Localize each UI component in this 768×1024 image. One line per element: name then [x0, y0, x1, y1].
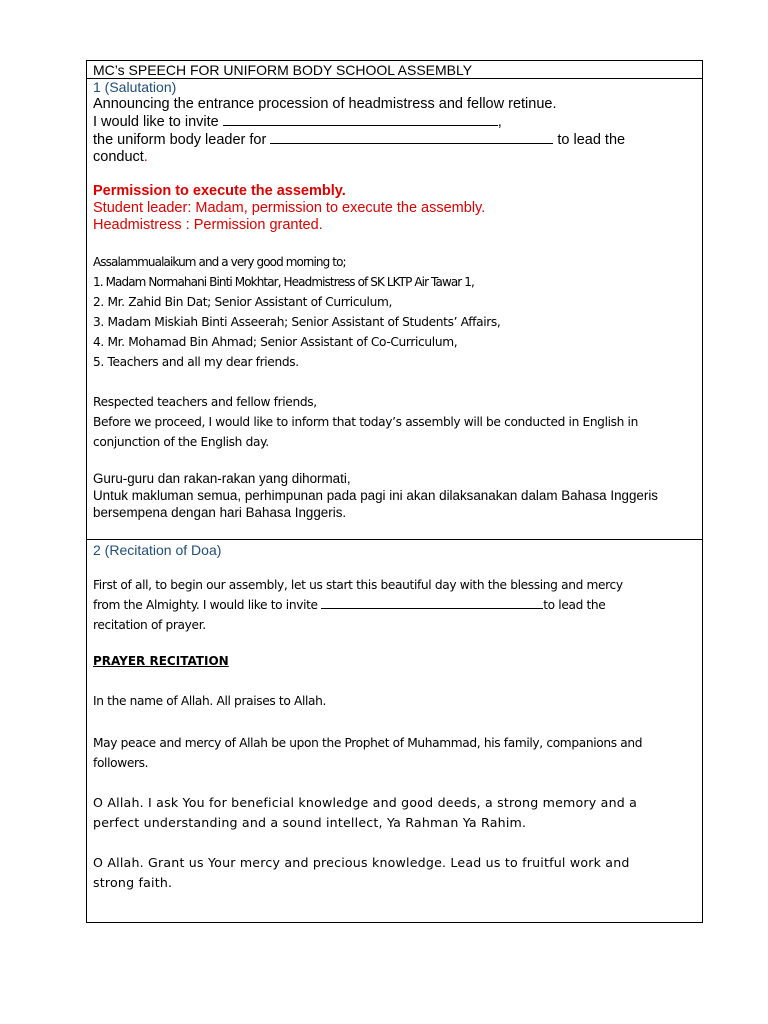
permission-heading: Permission to execute the assembly.	[93, 183, 346, 199]
headmistress-line: Headmistress : Permission granted.	[93, 217, 323, 233]
respected-line: Respected teachers and fellow friends,	[93, 395, 317, 409]
proceed-line: Before we proceed, I would like to inform that today’s assembly will be conducted in English in	[93, 415, 638, 429]
prayer-line: perfect understanding and a sound intellect, Ya Rahman Ya Rahim.	[93, 815, 527, 830]
prayer-line: O Allah. Grant us Your mercy and precious knowledge. Lead us to fruitful work and	[93, 855, 630, 870]
document-title: MC’s SPEECH FOR UNIFORM BODY SCHOOL ASSEMBLY	[93, 62, 473, 78]
leader-prefix: the uniform body leader for	[93, 132, 267, 148]
invite-line	[93, 113, 696, 131]
prayer-heading: PRAYER RECITATION	[93, 654, 229, 668]
greeting-line: Assalammualaikum and a very good morning to;	[93, 255, 346, 269]
doa-intro-line: First of all, to begin our assembly, let us start this beautiful day with the blessing and mercy	[93, 578, 623, 592]
leader-line	[93, 131, 696, 149]
malay-greeting: Guru-guru dan rakan-rakan yang dihormati,	[93, 471, 351, 486]
invitee-blank[interactable]	[223, 113, 498, 126]
prayer-line: May peace and mercy of Allah be upon the Prophet of Muhammad, his family, companions and	[93, 736, 643, 750]
doa-intro-line: recitation of prayer.	[93, 618, 206, 632]
prayer-line: O Allah. I ask You for beneficial knowledge and good deeds, a strong memory and a	[93, 795, 638, 810]
prayer-line: strong faith.	[93, 875, 173, 890]
prayer-line: In the name of Allah. All praises to Allah.	[93, 694, 327, 708]
prayer-leader-blank[interactable]	[321, 596, 543, 609]
procession-line: Announcing the entrance procession of headmistress and fellow retinue.	[93, 96, 557, 112]
doa-invite-suffix: to lead the	[543, 598, 606, 612]
malay-line: bersempena dengan hari Bahasa Inggeris.	[93, 505, 347, 520]
salutation-section	[87, 79, 702, 540]
invite-prefix: I would like to invite	[93, 114, 219, 130]
doa-intro-line	[93, 595, 696, 615]
student-leader-line: Student leader: Madam, permission to execute the assembly.	[93, 200, 486, 216]
conduct-dot: .	[143, 149, 148, 165]
malay-line: Untuk makluman semua, perhimpunan pada pagi ini akan dilaksanakan dalam Bahasa Inggeris	[93, 488, 658, 503]
guest-item: 1. Madam Normahani Binti Mokhtar, Headmistress of SK LKTP Air Tawar 1,	[93, 275, 474, 289]
speech-table	[86, 60, 703, 923]
conduct-word: conduct	[93, 149, 144, 165]
guest-item: 3. Madam Miskiah Binti Asseerah; Senior Assistant of Students’ Affairs,	[93, 315, 501, 329]
guest-item: 5. Teachers and all my dear friends.	[93, 355, 299, 369]
leader-suffix: to lead the	[557, 132, 626, 148]
doa-heading: 2 (Recitation of Doa)	[93, 542, 222, 558]
doa-section	[87, 542, 702, 922]
conduct-line	[93, 149, 696, 166]
leader-blank[interactable]	[270, 131, 553, 144]
prayer-line: followers.	[93, 756, 149, 770]
doa-invite-prefix: from the Almighty. I would like to invite	[93, 598, 318, 612]
guest-item: 4. Mr. Mohamad Bin Ahmad; Senior Assistant of Co-Curriculum,	[93, 335, 458, 349]
guest-item: 2. Mr. Zahid Bin Dat; Senior Assistant of Curriculum,	[93, 295, 393, 309]
title-row	[87, 61, 702, 79]
invite-suffix: ,	[497, 114, 502, 130]
proceed-line: conjunction of the English day.	[93, 435, 269, 449]
salutation-heading: 1 (Salutation)	[93, 79, 177, 95]
